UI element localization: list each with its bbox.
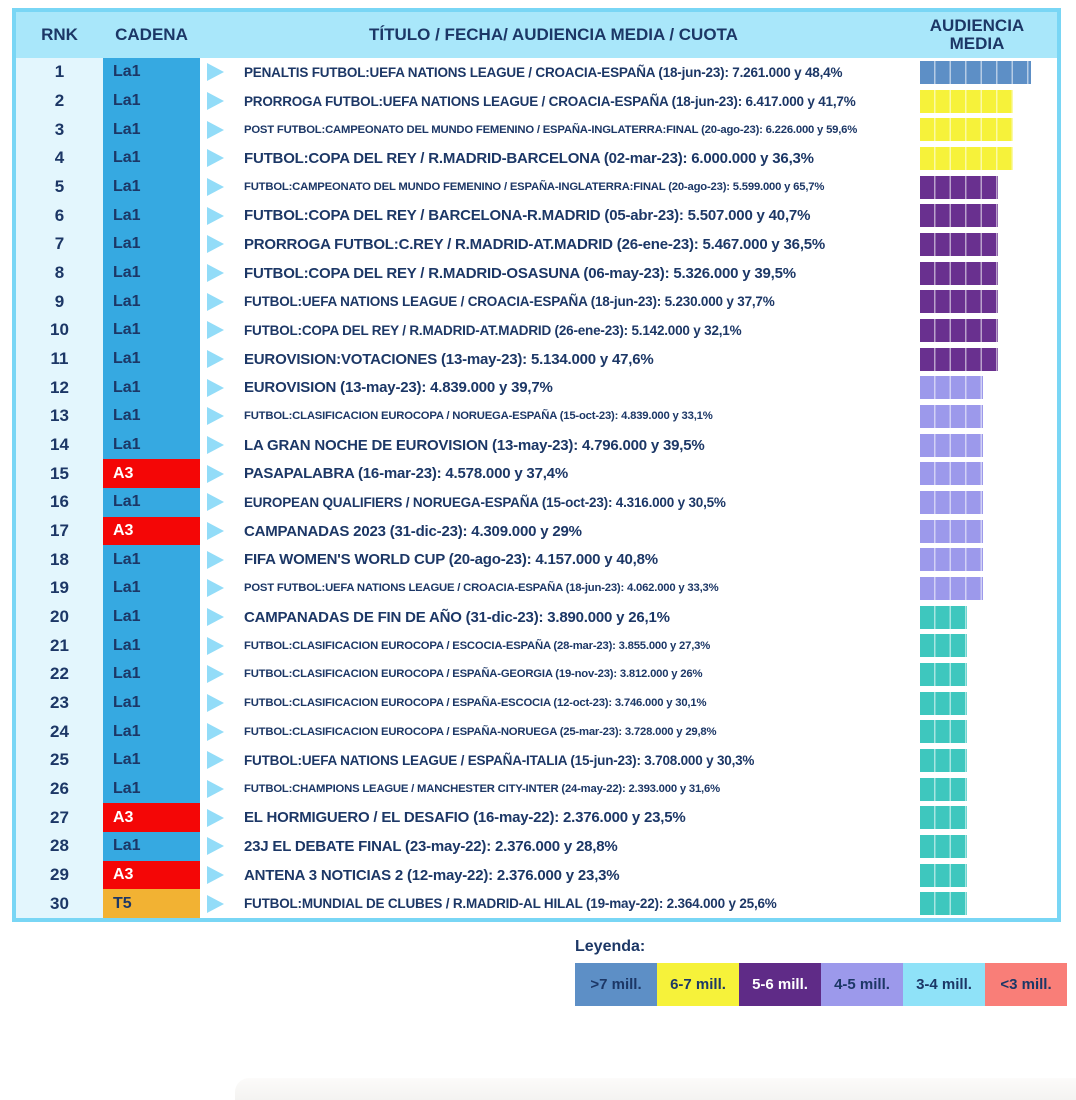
rank-value: 28 bbox=[16, 832, 103, 861]
audience-bar bbox=[920, 491, 983, 514]
play-arrow-icon bbox=[207, 723, 224, 741]
bar-cell bbox=[920, 889, 1057, 918]
table-row bbox=[16, 574, 1057, 603]
channel-badge: La1 bbox=[103, 574, 200, 603]
play-arrow-icon bbox=[207, 207, 224, 225]
table-row bbox=[16, 402, 1057, 431]
audience-bar bbox=[920, 61, 1031, 84]
legend-item: 6-7 mill. bbox=[657, 963, 739, 1006]
bar-cell bbox=[920, 58, 1057, 87]
channel-badge: La1 bbox=[103, 775, 200, 804]
bar-cell bbox=[920, 201, 1057, 230]
bar-cell bbox=[920, 861, 1057, 890]
bar-cell bbox=[920, 287, 1057, 316]
table-row bbox=[16, 803, 1057, 832]
channel-badge: La1 bbox=[103, 431, 200, 460]
arrow-cell bbox=[200, 717, 244, 746]
rank-value: 7 bbox=[16, 230, 103, 259]
channel-badge: La1 bbox=[103, 603, 200, 632]
arrow-cell bbox=[200, 259, 244, 288]
legend-swatches bbox=[575, 963, 1067, 1006]
row-title: EL HORMIGUERO / EL DESAFIO (16-may-22): 2.376.000 y 23,5% bbox=[244, 803, 920, 832]
audience-bar bbox=[920, 405, 983, 428]
channel-badge: La1 bbox=[103, 87, 200, 116]
table-row bbox=[16, 259, 1057, 288]
channel-badge: La1 bbox=[103, 201, 200, 230]
audience-bar bbox=[920, 204, 998, 227]
table-row bbox=[16, 631, 1057, 660]
rank-value: 14 bbox=[16, 431, 103, 460]
rank-value: 29 bbox=[16, 861, 103, 890]
play-arrow-icon bbox=[207, 665, 224, 683]
bar-cell bbox=[920, 803, 1057, 832]
row-title: FUTBOL:CAMPEONATO DEL MUNDO FEMENINO / ESPAÑA-INGLATERRA:FINAL (20-ago-23): 5.599.000 y 65,7% bbox=[244, 173, 920, 202]
arrow-cell bbox=[200, 345, 244, 374]
audience-bar bbox=[920, 118, 1013, 141]
audience-bar bbox=[920, 520, 983, 543]
arrow-cell bbox=[200, 287, 244, 316]
table-row bbox=[16, 889, 1057, 918]
channel-badge: La1 bbox=[103, 144, 200, 173]
rank-value: 6 bbox=[16, 201, 103, 230]
bar-cell bbox=[920, 574, 1057, 603]
rank-value: 24 bbox=[16, 717, 103, 746]
arrow-cell bbox=[200, 746, 244, 775]
rank-value: 11 bbox=[16, 345, 103, 374]
play-arrow-icon bbox=[207, 379, 224, 397]
play-arrow-icon bbox=[207, 264, 224, 282]
rank-value: 25 bbox=[16, 746, 103, 775]
audience-bar bbox=[920, 692, 967, 715]
row-title: FUTBOL:CLASIFICACION EUROCOPA / ESPAÑA-NORUEGA (25-mar-23): 3.728.000 y 29,8% bbox=[244, 717, 920, 746]
header-audiencia-line1: AUDIENCIA bbox=[929, 16, 1025, 36]
play-arrow-icon bbox=[207, 92, 224, 110]
rank-value: 4 bbox=[16, 144, 103, 173]
arrow-cell bbox=[200, 861, 244, 890]
table-row bbox=[16, 660, 1057, 689]
table-row bbox=[16, 717, 1057, 746]
header-audiencia bbox=[907, 17, 1057, 53]
channel-badge: A3 bbox=[103, 517, 200, 546]
bar-cell bbox=[920, 545, 1057, 574]
play-arrow-icon bbox=[207, 321, 224, 339]
rank-value: 1 bbox=[16, 58, 103, 87]
table-row bbox=[16, 115, 1057, 144]
rank-value: 2 bbox=[16, 87, 103, 116]
audience-bar bbox=[920, 434, 983, 457]
play-arrow-icon bbox=[207, 837, 224, 855]
table-row bbox=[16, 316, 1057, 345]
audience-bar bbox=[920, 233, 998, 256]
row-title: FUTBOL:COPA DEL REY / R.MADRID-AT.MADRID (26-ene-23): 5.142.000 y 32,1% bbox=[244, 316, 920, 345]
play-arrow-icon bbox=[207, 751, 224, 769]
table-row bbox=[16, 87, 1057, 116]
play-arrow-icon bbox=[207, 293, 224, 311]
audience-bar bbox=[920, 147, 1013, 170]
audience-bar bbox=[920, 606, 967, 629]
arrow-cell bbox=[200, 689, 244, 718]
table-row bbox=[16, 746, 1057, 775]
arrow-cell bbox=[200, 631, 244, 660]
bar-cell bbox=[920, 402, 1057, 431]
legend-title: Leyenda: bbox=[575, 938, 646, 955]
row-title: PASAPALABRA (16-mar-23): 4.578.000 y 37,4% bbox=[244, 459, 920, 488]
bar-cell bbox=[920, 87, 1057, 116]
rank-value: 5 bbox=[16, 173, 103, 202]
table-row bbox=[16, 775, 1057, 804]
bar-cell bbox=[920, 230, 1057, 259]
audience-bar bbox=[920, 319, 998, 342]
bar-cell bbox=[920, 431, 1057, 460]
bar-cell bbox=[920, 488, 1057, 517]
table-row bbox=[16, 173, 1057, 202]
audience-bar bbox=[920, 835, 967, 858]
play-arrow-icon bbox=[207, 780, 224, 798]
audience-bar bbox=[920, 176, 998, 199]
play-arrow-icon bbox=[207, 637, 224, 655]
legend-item: 4-5 mill. bbox=[821, 963, 903, 1006]
play-arrow-icon bbox=[207, 493, 224, 511]
channel-badge: La1 bbox=[103, 259, 200, 288]
arrow-cell bbox=[200, 431, 244, 460]
play-arrow-icon bbox=[207, 579, 224, 597]
table-row bbox=[16, 287, 1057, 316]
table-row bbox=[16, 689, 1057, 718]
bar-cell bbox=[920, 173, 1057, 202]
bar-cell bbox=[920, 603, 1057, 632]
channel-badge: La1 bbox=[103, 173, 200, 202]
table-row bbox=[16, 373, 1057, 402]
table-row bbox=[16, 58, 1057, 87]
row-title: FUTBOL:COPA DEL REY / R.MADRID-BARCELONA (02-mar-23): 6.000.000 y 36,3% bbox=[244, 144, 920, 173]
rank-value: 8 bbox=[16, 259, 103, 288]
play-arrow-icon bbox=[207, 608, 224, 626]
rank-value: 18 bbox=[16, 545, 103, 574]
table-row bbox=[16, 603, 1057, 632]
rank-value: 9 bbox=[16, 287, 103, 316]
play-arrow-icon bbox=[207, 465, 224, 483]
table-row bbox=[16, 517, 1057, 546]
table-row bbox=[16, 545, 1057, 574]
play-arrow-icon bbox=[207, 121, 224, 139]
header-cadena: CADENA bbox=[115, 25, 188, 45]
row-title: EUROVISION (13-may-23): 4.839.000 y 39,7% bbox=[244, 373, 920, 402]
rank-value: 13 bbox=[16, 402, 103, 431]
channel-badge: A3 bbox=[103, 459, 200, 488]
audience-bar bbox=[920, 348, 998, 371]
rank-value: 19 bbox=[16, 574, 103, 603]
channel-badge: La1 bbox=[103, 545, 200, 574]
audience-bar bbox=[920, 548, 983, 571]
play-arrow-icon bbox=[207, 63, 224, 81]
channel-badge: La1 bbox=[103, 689, 200, 718]
rank-value: 12 bbox=[16, 373, 103, 402]
arrow-cell bbox=[200, 488, 244, 517]
row-title: POST FUTBOL:UEFA NATIONS LEAGUE / CROACIA-ESPAÑA (18-jun-23): 4.062.000 y 33,3% bbox=[244, 574, 920, 603]
audience-bar bbox=[920, 577, 983, 600]
legend-item: 3-4 mill. bbox=[903, 963, 985, 1006]
audience-bar bbox=[920, 290, 998, 313]
legend bbox=[575, 938, 1067, 1006]
audience-bar bbox=[920, 864, 967, 887]
table-row bbox=[16, 488, 1057, 517]
channel-badge: La1 bbox=[103, 287, 200, 316]
channel-badge: T5 bbox=[103, 889, 200, 918]
row-title: PENALTIS FUTBOL:UEFA NATIONS LEAGUE / CROACIA-ESPAÑA (18-jun-23): 7.261.000 y 48,4% bbox=[244, 58, 920, 87]
rank-value: 16 bbox=[16, 488, 103, 517]
legend-item: 5-6 mill. bbox=[739, 963, 821, 1006]
bar-cell bbox=[920, 660, 1057, 689]
header-audiencia-line2: MEDIA bbox=[949, 34, 1005, 53]
arrow-cell bbox=[200, 603, 244, 632]
arrow-cell bbox=[200, 545, 244, 574]
bar-cell bbox=[920, 115, 1057, 144]
play-arrow-icon bbox=[207, 866, 224, 884]
arrow-cell bbox=[200, 803, 244, 832]
row-title: FIFA WOMEN'S WORLD CUP (20-ago-23): 4.157.000 y 40,8% bbox=[244, 545, 920, 574]
bar-cell bbox=[920, 517, 1057, 546]
row-title: 23J EL DEBATE FINAL (23-may-22): 2.376.000 y 28,8% bbox=[244, 832, 920, 861]
channel-badge: A3 bbox=[103, 803, 200, 832]
table-row bbox=[16, 431, 1057, 460]
row-title: ANTENA 3 NOTICIAS 2 (12-may-22): 2.376.000 y 23,3% bbox=[244, 861, 920, 890]
bar-cell bbox=[920, 746, 1057, 775]
bar-cell bbox=[920, 459, 1057, 488]
channel-badge: La1 bbox=[103, 717, 200, 746]
play-arrow-icon bbox=[207, 895, 224, 913]
bar-cell bbox=[920, 717, 1057, 746]
arrow-cell bbox=[200, 660, 244, 689]
play-arrow-icon bbox=[207, 436, 224, 454]
header-titulo: TÍTULO / FECHA/ AUDIENCIA MEDIA / CUOTA bbox=[369, 25, 738, 45]
play-arrow-icon bbox=[207, 551, 224, 569]
play-arrow-icon bbox=[207, 350, 224, 368]
row-title: FUTBOL:CLASIFICACION EUROCOPA / ESPAÑA-ESCOCIA (12-oct-23): 3.746.000 y 30,1% bbox=[244, 689, 920, 718]
audience-bar bbox=[920, 806, 967, 829]
header-rnk: RNK bbox=[41, 25, 78, 45]
row-title: EUROPEAN QUALIFIERS / NORUEGA-ESPAÑA (15-oct-23): 4.316.000 y 30,5% bbox=[244, 488, 920, 517]
row-title: CAMPANADAS DE FIN DE AÑO (31-dic-23): 3.890.000 y 26,1% bbox=[244, 603, 920, 632]
channel-badge: La1 bbox=[103, 115, 200, 144]
bottom-strip bbox=[235, 1078, 1076, 1100]
bar-cell bbox=[920, 373, 1057, 402]
arrow-cell bbox=[200, 316, 244, 345]
audience-bar bbox=[920, 749, 967, 772]
table-header bbox=[16, 12, 1057, 58]
audience-bar bbox=[920, 892, 967, 915]
table-row bbox=[16, 861, 1057, 890]
audience-bar bbox=[920, 663, 967, 686]
arrow-cell bbox=[200, 201, 244, 230]
play-arrow-icon bbox=[207, 235, 224, 253]
rank-value: 27 bbox=[16, 803, 103, 832]
rank-value: 23 bbox=[16, 689, 103, 718]
row-title: POST FUTBOL:CAMPEONATO DEL MUNDO FEMENINO / ESPAÑA-INGLATERRA:FINAL (20-ago-23): 6.226.000 y 59,6% bbox=[244, 115, 920, 144]
bar-cell bbox=[920, 144, 1057, 173]
arrow-cell bbox=[200, 574, 244, 603]
table-row bbox=[16, 201, 1057, 230]
arrow-cell bbox=[200, 87, 244, 116]
arrow-cell bbox=[200, 402, 244, 431]
audience-bar bbox=[920, 90, 1013, 113]
channel-badge: La1 bbox=[103, 230, 200, 259]
rank-value: 26 bbox=[16, 775, 103, 804]
row-title: CAMPANADAS 2023 (31-dic-23): 4.309.000 y 29% bbox=[244, 517, 920, 546]
rank-value: 15 bbox=[16, 459, 103, 488]
arrow-cell bbox=[200, 144, 244, 173]
play-arrow-icon bbox=[207, 149, 224, 167]
table-row bbox=[16, 144, 1057, 173]
bar-cell bbox=[920, 631, 1057, 660]
bar-cell bbox=[920, 259, 1057, 288]
table-row bbox=[16, 345, 1057, 374]
bar-cell bbox=[920, 345, 1057, 374]
audience-bar bbox=[920, 462, 983, 485]
arrow-cell bbox=[200, 775, 244, 804]
bar-cell bbox=[920, 689, 1057, 718]
row-title: FUTBOL:COPA DEL REY / BARCELONA-R.MADRID (05-abr-23): 5.507.000 y 40,7% bbox=[244, 201, 920, 230]
row-title: EUROVISION:VOTACIONES (13-may-23): 5.134.000 y 47,6% bbox=[244, 345, 920, 374]
audience-bar bbox=[920, 720, 967, 743]
row-title: FUTBOL:MUNDIAL DE CLUBES / R.MADRID-AL HILAL (19-may-22): 2.364.000 y 25,6% bbox=[244, 889, 920, 918]
arrow-cell bbox=[200, 230, 244, 259]
channel-badge: La1 bbox=[103, 373, 200, 402]
row-title: PRORROGA FUTBOL:UEFA NATIONS LEAGUE / CROACIA-ESPAÑA (18-jun-23): 6.417.000 y 41,7% bbox=[244, 87, 920, 116]
play-arrow-icon bbox=[207, 178, 224, 196]
row-title: FUTBOL:CHAMPIONS LEAGUE / MANCHESTER CITY-INTER (24-may-22): 2.393.000 y 31,6% bbox=[244, 775, 920, 804]
audience-bar bbox=[920, 634, 967, 657]
play-arrow-icon bbox=[207, 694, 224, 712]
channel-badge: La1 bbox=[103, 316, 200, 345]
audience-bar bbox=[920, 376, 983, 399]
bar-cell bbox=[920, 832, 1057, 861]
audience-bar bbox=[920, 778, 967, 801]
channel-badge: La1 bbox=[103, 58, 200, 87]
table-body bbox=[16, 58, 1057, 918]
channel-badge: La1 bbox=[103, 631, 200, 660]
channel-badge: La1 bbox=[103, 402, 200, 431]
legend-item: <3 mill. bbox=[985, 963, 1067, 1006]
rank-value: 22 bbox=[16, 660, 103, 689]
row-title: FUTBOL:UEFA NATIONS LEAGUE / CROACIA-ESPAÑA (18-jun-23): 5.230.000 y 37,7% bbox=[244, 287, 920, 316]
rank-value: 21 bbox=[16, 631, 103, 660]
row-title: LA GRAN NOCHE DE EUROVISION (13-may-23): 4.796.000 y 39,5% bbox=[244, 431, 920, 460]
table-row bbox=[16, 832, 1057, 861]
arrow-cell bbox=[200, 373, 244, 402]
rank-value: 3 bbox=[16, 115, 103, 144]
channel-badge: La1 bbox=[103, 832, 200, 861]
legend-item: >7 mill. bbox=[575, 963, 657, 1006]
row-title: FUTBOL:UEFA NATIONS LEAGUE / ESPAÑA-ITALIA (15-jun-23): 3.708.000 y 30,3% bbox=[244, 746, 920, 775]
arrow-cell bbox=[200, 459, 244, 488]
rank-value: 20 bbox=[16, 603, 103, 632]
audience-bar bbox=[920, 262, 998, 285]
arrow-cell bbox=[200, 173, 244, 202]
table-row bbox=[16, 230, 1057, 259]
row-title: FUTBOL:CLASIFICACION EUROCOPA / ESPAÑA-GEORGIA (19-nov-23): 3.812.000 y 26% bbox=[244, 660, 920, 689]
table-row bbox=[16, 459, 1057, 488]
rank-value: 30 bbox=[16, 889, 103, 918]
row-title: FUTBOL:COPA DEL REY / R.MADRID-OSASUNA (06-may-23): 5.326.000 y 39,5% bbox=[244, 259, 920, 288]
audience-ranking-table bbox=[12, 8, 1061, 922]
arrow-cell bbox=[200, 115, 244, 144]
bar-cell bbox=[920, 775, 1057, 804]
channel-badge: La1 bbox=[103, 660, 200, 689]
row-title: FUTBOL:CLASIFICACION EUROCOPA / NORUEGA-ESPAÑA (15-oct-23): 4.839.000 y 33,1% bbox=[244, 402, 920, 431]
arrow-cell bbox=[200, 832, 244, 861]
row-title: FUTBOL:CLASIFICACION EUROCOPA / ESCOCIA-ESPAÑA (28-mar-23): 3.855.000 y 27,3% bbox=[244, 631, 920, 660]
rank-value: 17 bbox=[16, 517, 103, 546]
row-title: PRORROGA FUTBOL:C.REY / R.MADRID-AT.MADRID (26-ene-23): 5.467.000 y 36,5% bbox=[244, 230, 920, 259]
bar-cell bbox=[920, 316, 1057, 345]
arrow-cell bbox=[200, 517, 244, 546]
play-arrow-icon bbox=[207, 809, 224, 827]
channel-badge: A3 bbox=[103, 861, 200, 890]
arrow-cell bbox=[200, 889, 244, 918]
play-arrow-icon bbox=[207, 522, 224, 540]
play-arrow-icon bbox=[207, 407, 224, 425]
channel-badge: La1 bbox=[103, 746, 200, 775]
rank-value: 10 bbox=[16, 316, 103, 345]
channel-badge: La1 bbox=[103, 345, 200, 374]
arrow-cell bbox=[200, 58, 244, 87]
channel-badge: La1 bbox=[103, 488, 200, 517]
